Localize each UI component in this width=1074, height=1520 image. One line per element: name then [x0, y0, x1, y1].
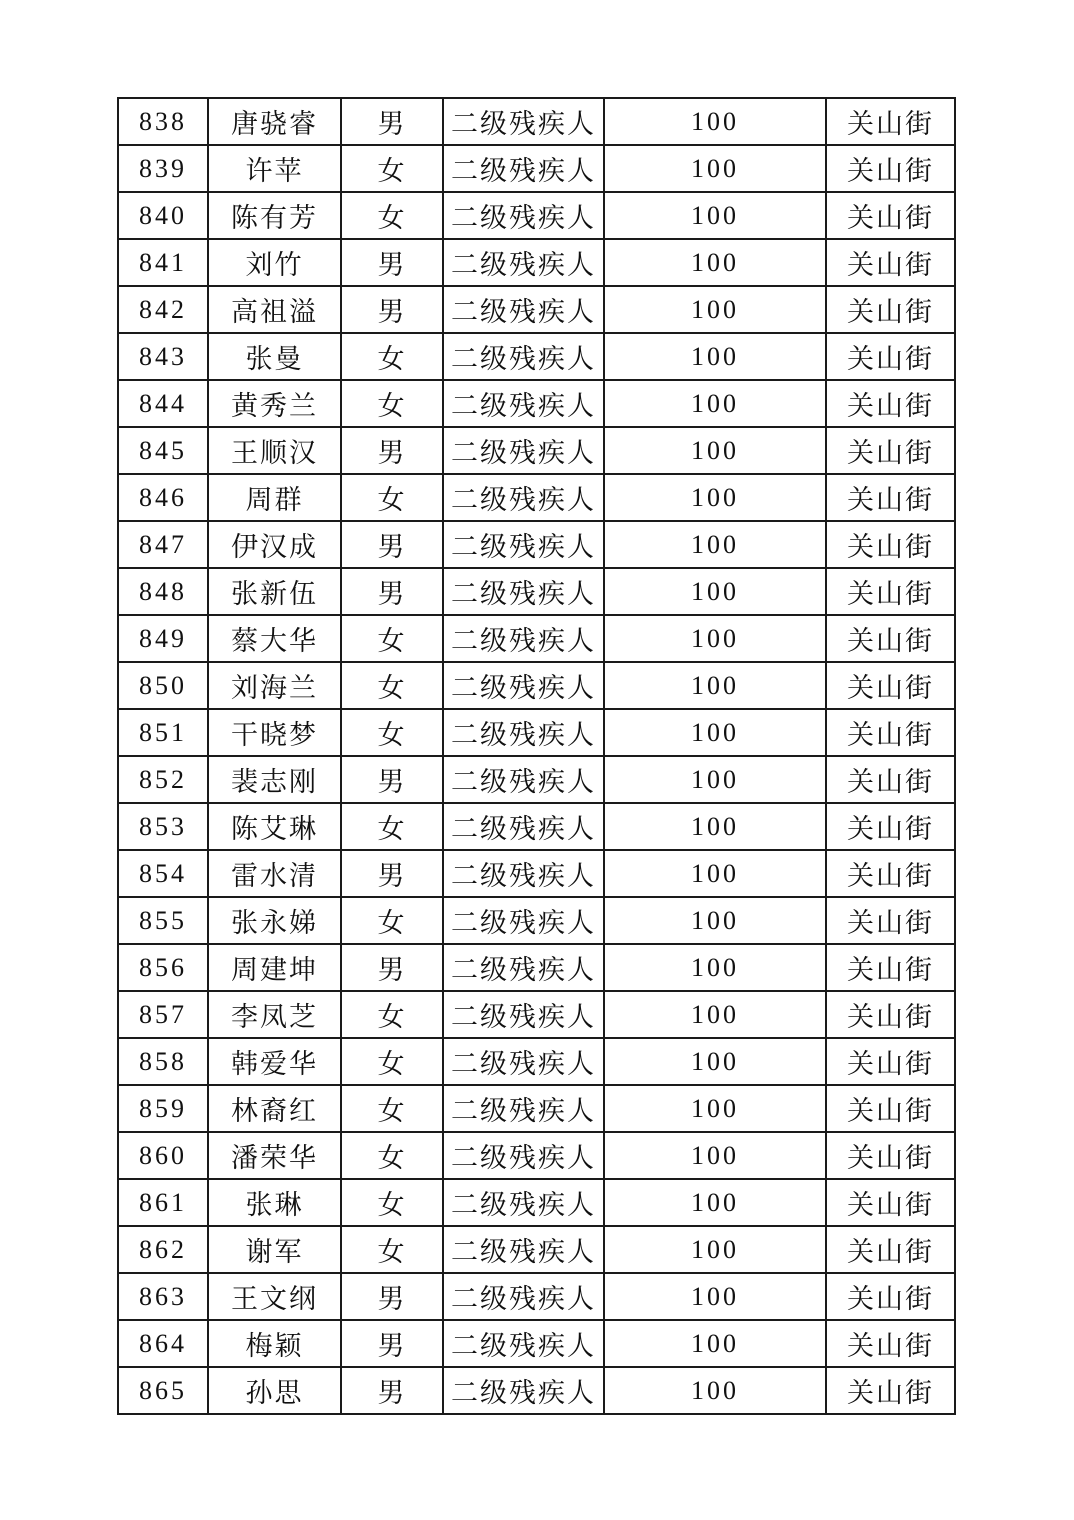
- table-row: [118, 239, 955, 286]
- serial-number-cell: 845: [118, 427, 208, 474]
- table-row: [118, 1273, 955, 1320]
- disability-level-cell: 二级残疾人: [443, 568, 604, 615]
- amount-cell: 100: [604, 427, 826, 474]
- gender-cell: 男: [341, 286, 443, 333]
- gender-cell: 男: [341, 239, 443, 286]
- gender-cell: 女: [341, 192, 443, 239]
- name-cell: 孙思: [208, 1367, 341, 1414]
- disability-level-cell: 二级残疾人: [443, 991, 604, 1038]
- name-cell: 潘荣华: [208, 1132, 341, 1179]
- gender-cell: 男: [341, 98, 443, 145]
- serial-number-cell: 849: [118, 615, 208, 662]
- street-cell: 关山街: [826, 1367, 955, 1414]
- table-row: [118, 1367, 955, 1414]
- amount-cell: 100: [604, 1132, 826, 1179]
- street-cell: 关山街: [826, 944, 955, 991]
- street-cell: 关山街: [826, 1085, 955, 1132]
- recipient-table: [117, 97, 956, 1415]
- table-row: [118, 1132, 955, 1179]
- serial-number-cell: 861: [118, 1179, 208, 1226]
- gender-cell: 女: [341, 709, 443, 756]
- table-row: [118, 568, 955, 615]
- gender-cell: 女: [341, 1132, 443, 1179]
- street-cell: 关山街: [826, 474, 955, 521]
- disability-level-cell: 二级残疾人: [443, 474, 604, 521]
- serial-number-cell: 865: [118, 1367, 208, 1414]
- name-cell: 刘海兰: [208, 662, 341, 709]
- gender-cell: 女: [341, 615, 443, 662]
- serial-number-cell: 847: [118, 521, 208, 568]
- name-cell: 王顺汉: [208, 427, 341, 474]
- street-cell: 关山街: [826, 333, 955, 380]
- amount-cell: 100: [604, 521, 826, 568]
- table-row: [118, 850, 955, 897]
- street-cell: 关山街: [826, 380, 955, 427]
- gender-cell: 女: [341, 333, 443, 380]
- name-cell: 谢军: [208, 1226, 341, 1273]
- gender-cell: 女: [341, 474, 443, 521]
- disability-level-cell: 二级残疾人: [443, 427, 604, 474]
- serial-number-cell: 856: [118, 944, 208, 991]
- street-cell: 关山街: [826, 568, 955, 615]
- serial-number-cell: 852: [118, 756, 208, 803]
- table-row: [118, 333, 955, 380]
- serial-number-cell: 841: [118, 239, 208, 286]
- gender-cell: 男: [341, 850, 443, 897]
- street-cell: 关山街: [826, 239, 955, 286]
- name-cell: 刘竹: [208, 239, 341, 286]
- table-row: [118, 944, 955, 991]
- amount-cell: 100: [604, 98, 826, 145]
- street-cell: 关山街: [826, 145, 955, 192]
- gender-cell: 男: [341, 568, 443, 615]
- disability-level-cell: 二级残疾人: [443, 1038, 604, 1085]
- street-cell: 关山街: [826, 1132, 955, 1179]
- serial-number-cell: 858: [118, 1038, 208, 1085]
- serial-number-cell: 851: [118, 709, 208, 756]
- name-cell: 王文纲: [208, 1273, 341, 1320]
- amount-cell: 100: [604, 1085, 826, 1132]
- street-cell: 关山街: [826, 427, 955, 474]
- serial-number-cell: 842: [118, 286, 208, 333]
- serial-number-cell: 838: [118, 98, 208, 145]
- amount-cell: 100: [604, 380, 826, 427]
- amount-cell: 100: [604, 944, 826, 991]
- street-cell: 关山街: [826, 991, 955, 1038]
- disability-level-cell: 二级残疾人: [443, 850, 604, 897]
- serial-number-cell: 853: [118, 803, 208, 850]
- disability-level-cell: 二级残疾人: [443, 192, 604, 239]
- table-row: [118, 474, 955, 521]
- name-cell: 蔡大华: [208, 615, 341, 662]
- gender-cell: 女: [341, 1038, 443, 1085]
- serial-number-cell: 846: [118, 474, 208, 521]
- gender-cell: 男: [341, 521, 443, 568]
- serial-number-cell: 864: [118, 1320, 208, 1367]
- street-cell: 关山街: [826, 897, 955, 944]
- serial-number-cell: 855: [118, 897, 208, 944]
- street-cell: 关山街: [826, 1273, 955, 1320]
- disability-level-cell: 二级残疾人: [443, 615, 604, 662]
- gender-cell: 女: [341, 145, 443, 192]
- serial-number-cell: 843: [118, 333, 208, 380]
- serial-number-cell: 840: [118, 192, 208, 239]
- amount-cell: 100: [604, 897, 826, 944]
- gender-cell: 女: [341, 662, 443, 709]
- gender-cell: 女: [341, 1226, 443, 1273]
- serial-number-cell: 863: [118, 1273, 208, 1320]
- table-row: [118, 427, 955, 474]
- table-body: [118, 98, 955, 1414]
- gender-cell: 女: [341, 380, 443, 427]
- disability-level-cell: 二级残疾人: [443, 803, 604, 850]
- disability-level-cell: 二级残疾人: [443, 944, 604, 991]
- street-cell: 关山街: [826, 521, 955, 568]
- serial-number-cell: 860: [118, 1132, 208, 1179]
- disability-level-cell: 二级残疾人: [443, 662, 604, 709]
- gender-cell: 女: [341, 991, 443, 1038]
- amount-cell: 100: [604, 568, 826, 615]
- name-cell: 张曼: [208, 333, 341, 380]
- table-row: [118, 991, 955, 1038]
- disability-level-cell: 二级残疾人: [443, 1132, 604, 1179]
- disability-level-cell: 二级残疾人: [443, 333, 604, 380]
- amount-cell: 100: [604, 803, 826, 850]
- name-cell: 林裔红: [208, 1085, 341, 1132]
- disability-level-cell: 二级残疾人: [443, 897, 604, 944]
- disability-level-cell: 二级残疾人: [443, 521, 604, 568]
- table-row: [118, 1085, 955, 1132]
- table-row: [118, 709, 955, 756]
- table-row: [118, 380, 955, 427]
- name-cell: 裴志刚: [208, 756, 341, 803]
- street-cell: 关山街: [826, 662, 955, 709]
- disability-level-cell: 二级残疾人: [443, 1226, 604, 1273]
- disability-level-cell: 二级残疾人: [443, 1179, 604, 1226]
- name-cell: 唐骁睿: [208, 98, 341, 145]
- gender-cell: 女: [341, 1179, 443, 1226]
- name-cell: 韩爱华: [208, 1038, 341, 1085]
- disability-level-cell: 二级残疾人: [443, 1367, 604, 1414]
- table-row: [118, 662, 955, 709]
- amount-cell: 100: [604, 1273, 826, 1320]
- disability-level-cell: 二级残疾人: [443, 239, 604, 286]
- amount-cell: 100: [604, 662, 826, 709]
- name-cell: 陈有芳: [208, 192, 341, 239]
- street-cell: 关山街: [826, 803, 955, 850]
- name-cell: 伊汉成: [208, 521, 341, 568]
- street-cell: 关山街: [826, 1320, 955, 1367]
- amount-cell: 100: [604, 1179, 826, 1226]
- disability-level-cell: 二级残疾人: [443, 380, 604, 427]
- table-row: [118, 521, 955, 568]
- table-row: [118, 897, 955, 944]
- amount-cell: 100: [604, 145, 826, 192]
- table-row: [118, 1179, 955, 1226]
- table-row: [118, 1038, 955, 1085]
- street-cell: 关山街: [826, 756, 955, 803]
- street-cell: 关山街: [826, 1179, 955, 1226]
- table-row: [118, 756, 955, 803]
- name-cell: 黄秀兰: [208, 380, 341, 427]
- amount-cell: 100: [604, 1367, 826, 1414]
- name-cell: 高祖溢: [208, 286, 341, 333]
- street-cell: 关山街: [826, 709, 955, 756]
- street-cell: 关山街: [826, 615, 955, 662]
- gender-cell: 男: [341, 756, 443, 803]
- gender-cell: 男: [341, 1320, 443, 1367]
- amount-cell: 100: [604, 192, 826, 239]
- amount-cell: 100: [604, 991, 826, 1038]
- amount-cell: 100: [604, 1038, 826, 1085]
- street-cell: 关山街: [826, 286, 955, 333]
- disability-level-cell: 二级残疾人: [443, 1320, 604, 1367]
- name-cell: 干晓梦: [208, 709, 341, 756]
- gender-cell: 女: [341, 803, 443, 850]
- name-cell: 周建坤: [208, 944, 341, 991]
- table-row: [118, 98, 955, 145]
- name-cell: 许苹: [208, 145, 341, 192]
- table-row: [118, 145, 955, 192]
- serial-number-cell: 859: [118, 1085, 208, 1132]
- amount-cell: 100: [604, 474, 826, 521]
- street-cell: 关山街: [826, 850, 955, 897]
- amount-cell: 100: [604, 709, 826, 756]
- table-row: [118, 1226, 955, 1273]
- street-cell: 关山街: [826, 1226, 955, 1273]
- street-cell: 关山街: [826, 1038, 955, 1085]
- disability-level-cell: 二级残疾人: [443, 286, 604, 333]
- table-row: [118, 615, 955, 662]
- disability-level-cell: 二级残疾人: [443, 756, 604, 803]
- amount-cell: 100: [604, 850, 826, 897]
- name-cell: 李凤芝: [208, 991, 341, 1038]
- table-row: [118, 286, 955, 333]
- name-cell: 梅颖: [208, 1320, 341, 1367]
- table-row: [118, 192, 955, 239]
- disability-level-cell: 二级残疾人: [443, 145, 604, 192]
- serial-number-cell: 839: [118, 145, 208, 192]
- table-row: [118, 803, 955, 850]
- amount-cell: 100: [604, 286, 826, 333]
- amount-cell: 100: [604, 615, 826, 662]
- amount-cell: 100: [604, 333, 826, 380]
- gender-cell: 女: [341, 897, 443, 944]
- name-cell: 陈艾琳: [208, 803, 341, 850]
- serial-number-cell: 857: [118, 991, 208, 1038]
- name-cell: 张永娣: [208, 897, 341, 944]
- disability-level-cell: 二级残疾人: [443, 709, 604, 756]
- disability-level-cell: 二级残疾人: [443, 98, 604, 145]
- gender-cell: 男: [341, 944, 443, 991]
- name-cell: 张琳: [208, 1179, 341, 1226]
- amount-cell: 100: [604, 239, 826, 286]
- disability-level-cell: 二级残疾人: [443, 1085, 604, 1132]
- name-cell: 雷水清: [208, 850, 341, 897]
- gender-cell: 男: [341, 427, 443, 474]
- gender-cell: 男: [341, 1367, 443, 1414]
- serial-number-cell: 844: [118, 380, 208, 427]
- gender-cell: 男: [341, 1273, 443, 1320]
- serial-number-cell: 854: [118, 850, 208, 897]
- street-cell: 关山街: [826, 192, 955, 239]
- name-cell: 周群: [208, 474, 341, 521]
- amount-cell: 100: [604, 1226, 826, 1273]
- serial-number-cell: 862: [118, 1226, 208, 1273]
- street-cell: 关山街: [826, 98, 955, 145]
- table-row: [118, 1320, 955, 1367]
- serial-number-cell: 848: [118, 568, 208, 615]
- disability-level-cell: 二级残疾人: [443, 1273, 604, 1320]
- amount-cell: 100: [604, 1320, 826, 1367]
- gender-cell: 女: [341, 1085, 443, 1132]
- amount-cell: 100: [604, 756, 826, 803]
- name-cell: 张新伍: [208, 568, 341, 615]
- serial-number-cell: 850: [118, 662, 208, 709]
